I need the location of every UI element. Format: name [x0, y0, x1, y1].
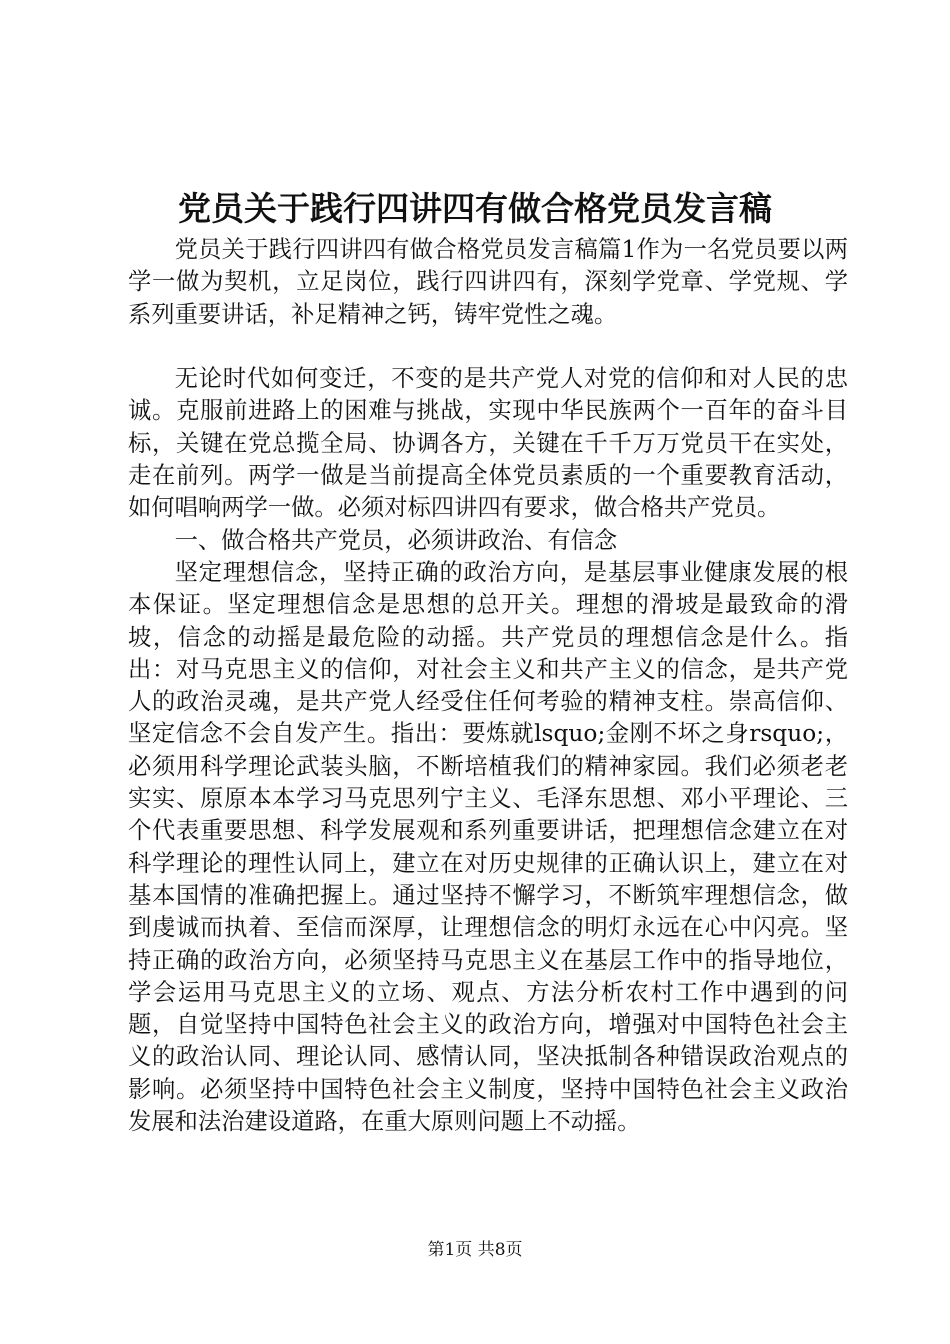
document-body	[128, 234, 848, 1138]
paragraph-faith: 无论时代如何变迁，不变的是共产党人对党的信仰和对人民的忠诚。克服前进路上的困难与挑战，实现中华民族两个一百年的奋斗目标，关键在党总揽全局、协调各方，关键在千千万万党员干在实处，走在前列。两学一做是当前提高全体党员素质的一个重要教育活动，如何唱响两学一做。必须对标四讲四有要求，做合格共产党员。	[128, 365, 848, 522]
document-title: 党员关于践行四讲四有做合格党员发言稿	[178, 189, 772, 228]
section-heading-1: 一、做合格共产党员，必须讲政治、有信念	[174, 526, 618, 554]
paragraph-intro: 党员关于践行四讲四有做合格党员发言稿篇1作为一名党员要以两学一做为契机，立足岗位，践行四讲四有，深刻学党章、学党规、学系列重要讲话，补足精神之钙，铸牢党性之魂。	[128, 236, 848, 328]
page-number: 第1页 共8页	[427, 1240, 523, 1260]
paragraph-ideals: 坚定理想信念，坚持正确的政治方向，是基层事业健康发展的根本保证。坚定理想信念是思想的总开关。理想的滑坡是最致命的滑坡，信念的动摇是最危险的动摇。共产党员的理想信念是什么。指出：对马克思主义的信仰，对社会主义和共产主义的信念，是共产党人的政治灵魂，是共产党人经受住任何考验的精神支柱。崇高信仰、坚定信念不会自发产生。指出：要炼就lsquo;金刚不坏之身rsquo;，必须用科学理论武装头脑，不断培植我们的精神家园。我们必须老老实实、原原本本学习马克思列宁主义、毛泽东思想、邓小平理论、三个代表重要思想、科学发展观和系列重要讲话，把理想信念建立在对科学理论的理性认同上，建立在对历史规律的正确认识上，建立在对基本国情的准确把握上。通过坚持不懈学习，不断筑牢理想信念，做到虔诚而执着、至信而深厚，让理想信念的明灯永远在心中闪亮。坚持正确的政治方向，必须坚持马克思主义在基层工作中的指导地位，学会运用马克思主义的立场、观点、方法分析农村工作中遇到的问题，自觉坚持中国特色社会主义的政治方向，增强对中国特色社会主义的政治认同、理论认同、感情认同，坚决抵制各种错误政治观点的影响。必须坚持中国特色社会主义制度，坚持中国特色社会主义政治发展和法治建设道路，在重大原则问题上不动摇。	[128, 558, 848, 1136]
